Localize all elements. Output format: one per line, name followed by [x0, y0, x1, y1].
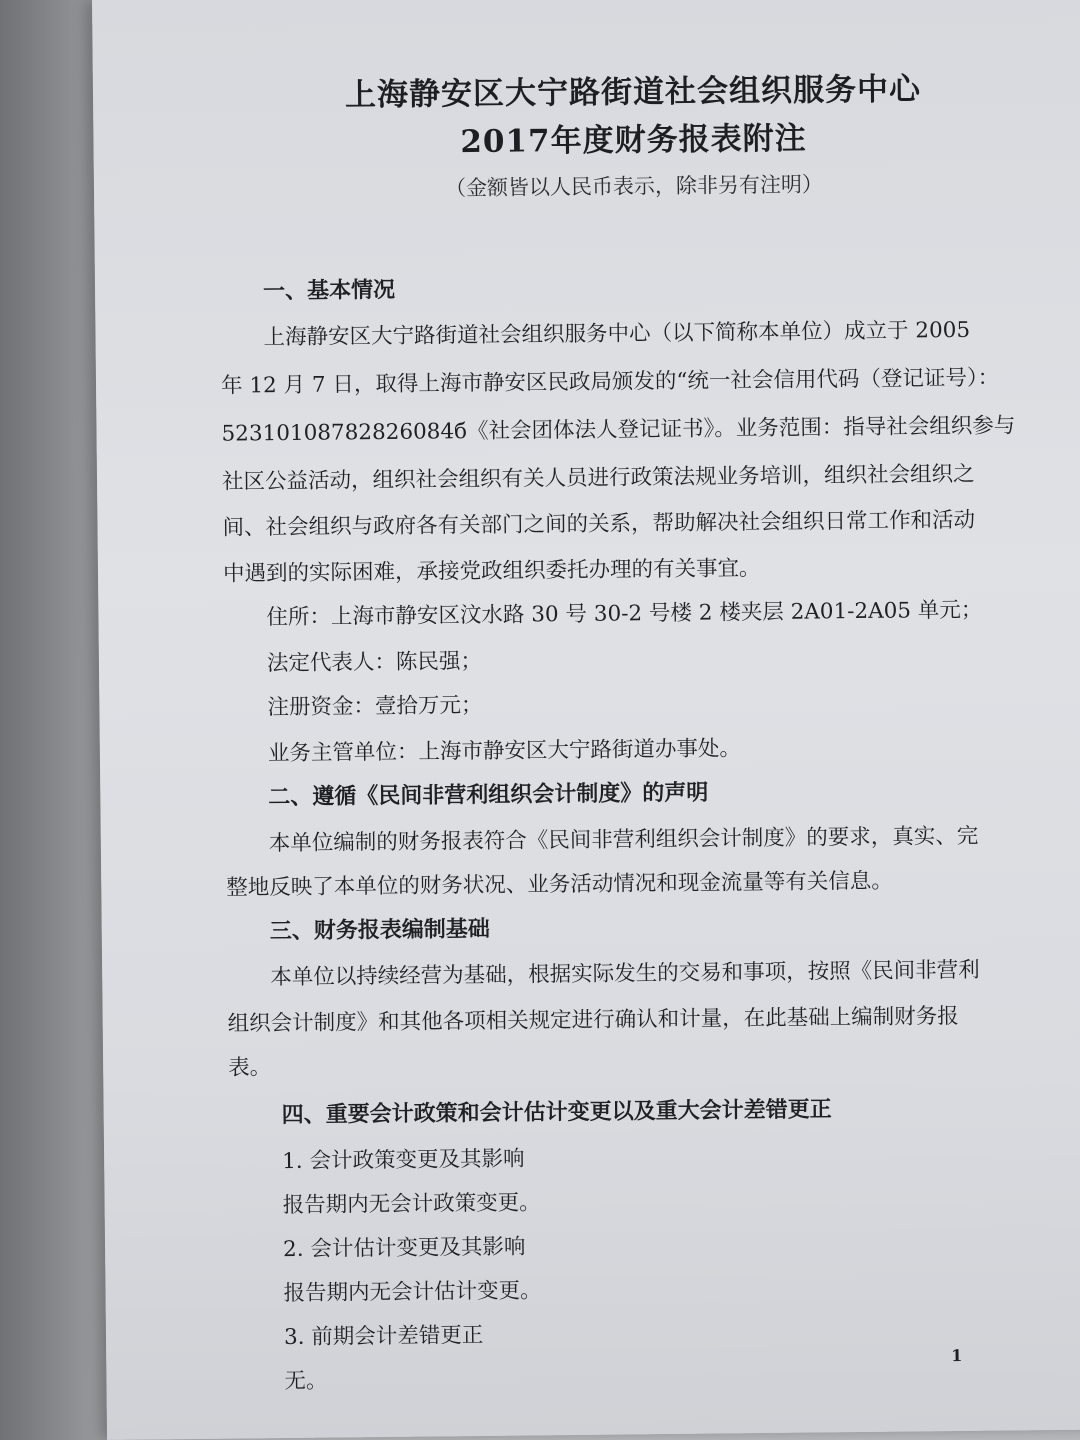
section1-para-line: 间、社会组织与政府各有关部门之间的关系，帮助解决社会组织日常工作和活动 [222, 507, 976, 541]
section1-heading: 一、基本情况 [262, 276, 396, 305]
document-subtitle: （金额皆以人民币表示，除非另有注明） [444, 172, 824, 201]
section4-item-text: 无。 [284, 1368, 328, 1395]
section2-heading: 二、遵循《民间非营利组织会计制度》的声明 [268, 779, 709, 811]
section3-para-line: 组织会计制度》和其他各项相关规定进行确认和计量，在此基础上编制财务报 [227, 1003, 959, 1037]
section3-para-line: 表。 [228, 1055, 272, 1081]
section4-item-label: 1. 会计政策变更及其影响 [282, 1146, 525, 1175]
document-content [92, 0, 1080, 1440]
section4-item-label: 2. 会计估计变更及其影响 [282, 1234, 526, 1263]
section4-item-text: 报告期内无会计政策变更。 [282, 1190, 541, 1219]
document-title-line2: 2017年度财务报表附注 [460, 120, 807, 161]
section3-para-line: 本单位以持续经营为基础，根据实际发生的交易和事项，按照《民间非营利 [270, 957, 980, 991]
section2-para-line: 本单位编制的财务报表符合《民间非营利组织会计制度》的要求，真实、完 [268, 823, 979, 857]
section1-para-line: 中遇到的实际困难，承接党政组织委托办理的有关事宜。 [222, 556, 761, 587]
section4-heading: 四、重要会计政策和会计估计变更以及重大会计差错更正 [281, 1096, 832, 1129]
section3-heading: 三、财务报表编制基础 [269, 915, 490, 945]
section1-para-line: 上海静安区大宁路街道社会组织服务中心（以下简称本单位）成立于 2005 [263, 317, 971, 351]
section1-para-line: 社区公益活动，组织社会组织有关人员进行政策法规业务培训，组织社会组织之 [221, 461, 975, 495]
section2-para-line: 整地反映了本单位的财务状况、业务活动情况和现金流量等有关信息。 [226, 868, 893, 901]
section1-para-line: 52310108782826084б《社会团体法人登记证书》。业务范围：指导社会组织参与 [221, 413, 1016, 447]
document-title-line1: 上海静安区大宁路街道社会组织服务中心 [344, 71, 922, 114]
document-page [92, 0, 1080, 1440]
section1-para-line: 年 12 月 7 日，取得上海市静安区民政局颁发的“统一社会信用代码（登记证号）： [220, 365, 1000, 399]
section4-item-label: 3. 前期会计差错更正 [283, 1322, 484, 1351]
supervisor-line: 业务主管单位：上海市静安区大宁路街道办事处。 [267, 736, 742, 767]
legal-rep-line: 法定代表人：陈民强； [266, 648, 483, 677]
capital-line: 注册资金：壹拾万元； [267, 692, 483, 721]
address-line: 住所：上海市静安区汶水路 30 号 30-2 号楼 2 楼夹层 2A01-2A05 单元； [266, 597, 983, 631]
page-number: 1 [951, 1345, 963, 1366]
section4-item-text: 报告期内无会计估计变更。 [283, 1278, 542, 1307]
